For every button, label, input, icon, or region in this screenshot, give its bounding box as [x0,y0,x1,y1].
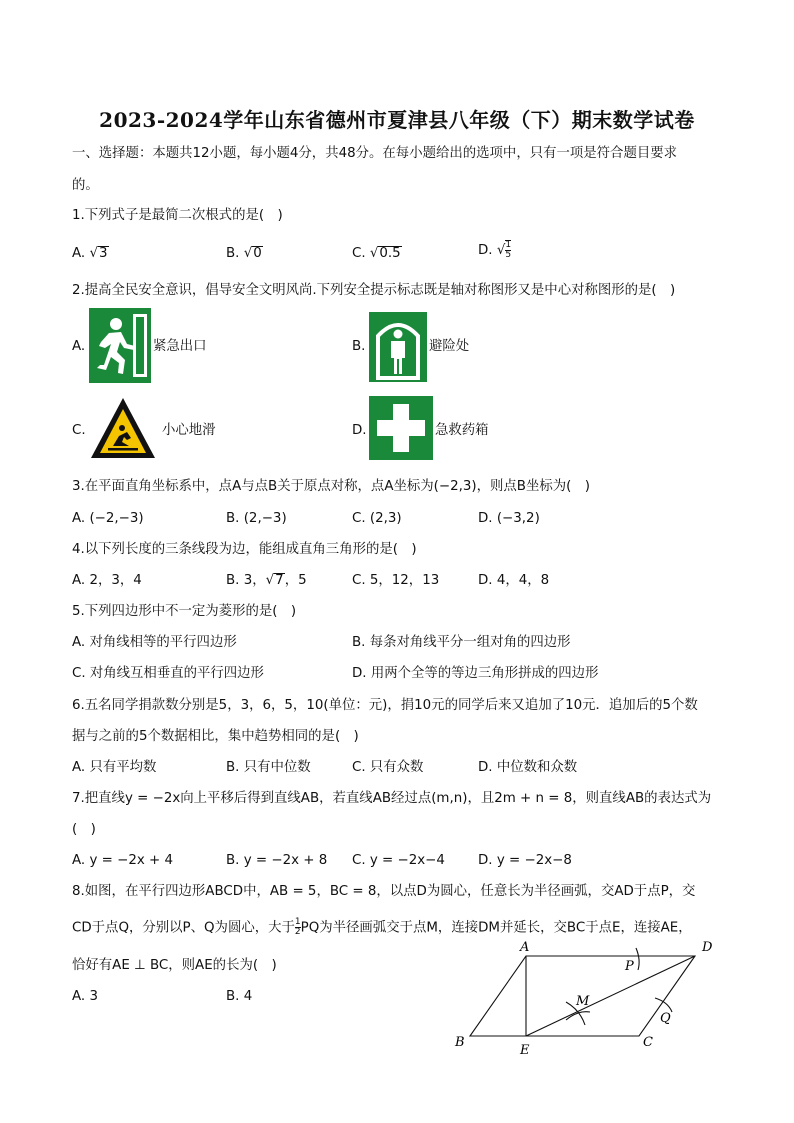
q2-b-label: B. [352,339,366,354]
q7-stem: 7.把直线y = −2x向上平移后得到直线AB，若直线AB经过点(m,n)，且2m + n = 8，则直线AB的表达式为 [72,791,712,806]
q6-option-a: A. 只有平均数 [72,760,157,775]
q1-a-radicand: 3 [98,246,108,261]
q3-option-a: A. (−2,−3) [72,511,144,526]
label-q: Q [660,1011,671,1026]
q1-a-label: A. [72,246,86,261]
q1-stem: 1.下列式子是最简二次根式的是( ) [72,208,283,223]
q7-option-b: B. y = −2x + 8 [226,853,328,868]
q1-option-d: D. √ $\frac{1}{5}$ [478,240,512,260]
label-d: D [702,940,713,955]
label-m: M [576,994,590,1009]
q2-b-text: 避险处 [429,339,470,354]
q8-stem-cont-2: 恰好有AE ⊥ BC，则AE的长为( ) [72,958,277,973]
section-heading-cont: 的。 [72,178,99,193]
q1-d-fraction [505,240,511,260]
arc-p [636,948,639,970]
q1-option-c: C. √0.5 [352,246,401,261]
q3-stem: 3.在平面直角坐标系中，点A与点B关于原点对称，点A坐标为(−2,3)，则点B坐标为( ) [72,479,590,494]
q8-line2-post: PQ为半径画弧交于点M，连接DM并延长，交BC于点E，连接AE， [300,920,692,936]
q8-line2-pre: CD于点Q，分别以P、Q为圆心，大于 [72,920,295,936]
q3-option-d: D. (−3,2) [478,511,540,526]
q4-option-c: C. 5，12，13 [352,573,440,588]
q1-c-radicand: 0.5 [379,246,401,261]
q1-option-a: A. √3 [72,246,108,261]
q7-option-a: A. y = −2x + 4 [72,853,174,868]
q5-stem: 5.下列四边形中不一定为菱形的是( ) [72,604,297,619]
q2-a-text: 紧急出口 [153,339,207,354]
label-e: E [520,1043,530,1058]
q7-stem-cont: ( ) [72,822,96,837]
q5-option-d: D. 用两个全等的等边三角形拼成的四边形 [352,666,599,681]
q1-c-label: C. [352,246,366,261]
label-a: A [520,940,530,955]
q8-option-a: A. 3 [72,989,98,1004]
q2-stem: 2.提高全民安全意识，倡导安全文明风尚.下列安全提示标志既是轴对称图形又是中心对称图形的是( ) [72,283,676,298]
q8-option-b: B. 4 [226,989,253,1004]
q7-option-d: D. y = −2x−8 [478,853,572,868]
q1-d-label: D. [478,243,493,258]
q3-option-c: C. (2,3) [352,511,402,526]
refuge-sign-icon [369,312,427,382]
q2-c-label: C. [72,423,86,438]
q4-option-b: B. 3，√7，5 [226,573,307,588]
page-title: 2023-2024学年山东省德州市夏津县八年级（下）期末数学试卷 [99,108,695,132]
q7-option-c: C. y = −2x−4 [352,853,445,868]
q1-option-b: B. √0 [226,246,262,261]
q4-option-a: A. 2，3，4 [72,573,142,588]
q5-option-b: B. 每条对角线平分一组对角的四边形 [352,635,571,650]
q6-stem-cont: 据与之前的5个数据相比，集中趋势相同的是( ) [72,729,359,744]
q6-option-c: C. 只有众数 [352,760,424,775]
q1-b-radicand: 0 [253,246,262,261]
emergency-exit-sign-icon [89,308,151,383]
label-p: P [625,959,634,974]
q2-d-label: D. [352,423,367,438]
q8-frac-num: 1 [294,917,301,927]
q1-d-den: 5 [505,250,512,260]
q8-frac-den: 2 [294,927,301,937]
first-aid-sign-icon [369,396,433,460]
q2-a-label: A. [72,339,86,354]
q5-option-c: C. 对角线互相垂直的平行四边形 [72,666,264,681]
q6-option-b: B. 只有中位数 [226,760,311,775]
label-b: B [455,1035,465,1050]
q4-b-post: ，5 [284,573,307,588]
q8-stem: 8.如图，在平行四边形ABCD中，AB = 5，BC = 8，以点D为圆心，任意长为半径画弧，交AD于点P，交 [72,884,696,899]
q4-b-radicand: 7 [275,573,284,588]
q1-b-label: B. [226,246,240,261]
q2-d-text: 急救药箱 [435,423,489,438]
parallelogram-figure [440,930,740,1060]
section-heading: 一、选择题：本题共12小题，每小题4分，共48分。在每小题给出的选项中，只有一项是符合题目要求 [72,146,678,161]
q2-c-text: 小心地滑 [162,423,216,438]
q3-option-b: B. (2,−3) [226,511,287,526]
q1-d-num: 1 [505,240,512,250]
q4-b-pre: B. 3， [226,573,266,588]
label-c: C [643,1035,653,1050]
slippery-floor-sign-icon [89,396,157,462]
q6-option-d: D. 中位数和众数 [478,760,578,775]
q5-option-a: A. 对角线相等的平行四边形 [72,635,237,650]
q6-stem: 6.五名同学捐款数分别是5，3，6，5，10(单位：元)，捐10元的同学后来又追加了10元．追加后的5个数 [72,698,698,713]
q4-option-d: D. 4，4，8 [478,573,550,588]
q4-stem: 4.以下列长度的三条线段为边，能组成直角三角形的是( ) [72,542,417,557]
